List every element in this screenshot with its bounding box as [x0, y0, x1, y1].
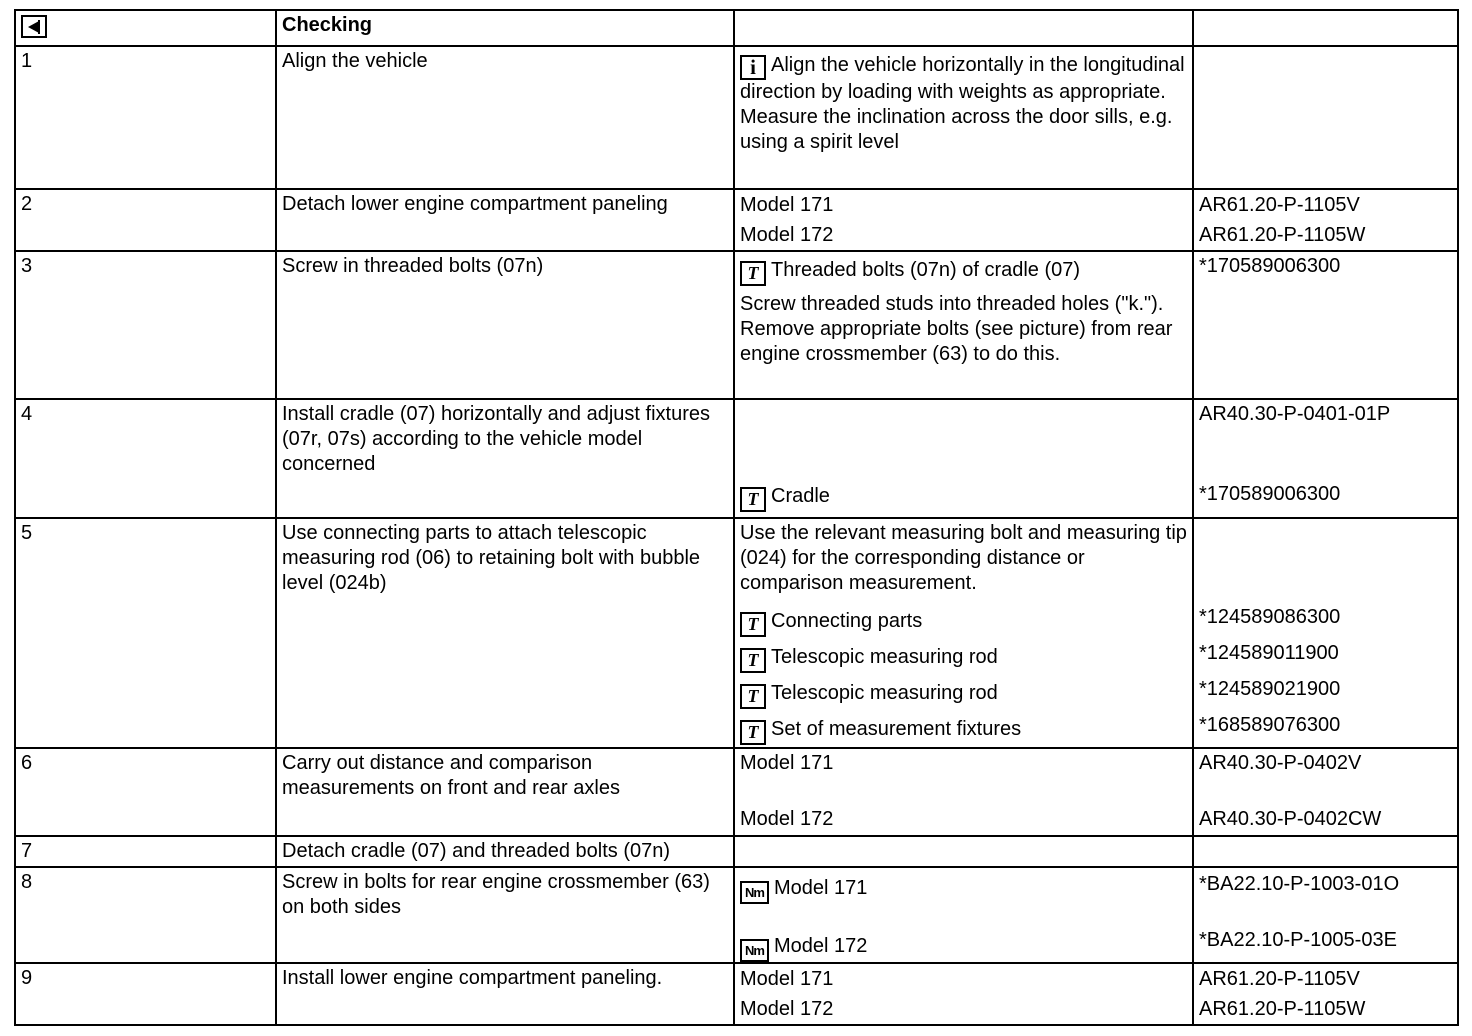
step-action: Carry out distance and comparison measurements on front and rear axles — [276, 748, 734, 836]
model-label: Model 171 — [740, 752, 834, 774]
step-reference — [1193, 748, 1458, 836]
reference-link[interactable]: AR40.30-P-0401-01P — [1199, 403, 1391, 425]
special-tool-icon: T — [740, 648, 766, 673]
step-action: Install cradle (07) horizontally and adjust fixtures (07r, 07s) according to the vehicle model concerned — [276, 399, 734, 518]
tool-label: Connecting parts — [771, 610, 923, 632]
table-row — [15, 251, 1458, 399]
tool-label: Telescopic measuring rod — [771, 646, 998, 668]
model-label: Model 172 — [740, 998, 834, 1020]
step-number: 6 — [15, 748, 276, 836]
reference-link[interactable]: *BA22.10-P-1005-03E — [1199, 929, 1397, 951]
info-icon: i — [740, 55, 766, 80]
step-number: 3 — [15, 251, 276, 399]
table-row — [15, 867, 1458, 963]
step-details — [734, 963, 1193, 1025]
step-details — [734, 518, 1193, 748]
model-label: Model 171 — [740, 194, 834, 216]
step-reference[interactable]: *170589006300 — [1193, 251, 1458, 399]
tool-label: Threaded bolts (07n) of cradle (07) — [771, 259, 1081, 281]
reference-link[interactable]: AR61.20-P-1105V — [1199, 968, 1360, 990]
reference-link[interactable]: *124589021900 — [1199, 678, 1341, 700]
model-label: Model 171 — [774, 877, 868, 899]
reference-link[interactable]: *170589006300 — [1199, 483, 1341, 505]
step-details — [734, 836, 1193, 867]
torque-icon: Nm — [740, 881, 769, 904]
step-reference — [1193, 963, 1458, 1025]
model-label: Model 172 — [774, 935, 868, 957]
special-tool-icon: T — [740, 612, 766, 637]
step-number: 7 — [15, 836, 276, 867]
step-reference — [1193, 836, 1458, 867]
tool-label: Cradle — [771, 485, 830, 507]
procedure-table — [14, 9, 1459, 1026]
special-tool-icon: T — [740, 684, 766, 709]
reference-link[interactable]: AR40.30-P-0402V — [1199, 752, 1362, 774]
reference-link[interactable]: AR61.20-P-1105W — [1199, 998, 1366, 1020]
header-title: Checking — [276, 10, 734, 46]
reference-link[interactable]: *124589011900 — [1199, 642, 1339, 664]
reference-link[interactable]: *168589076300 — [1199, 714, 1341, 736]
step-action: Align the vehicle — [276, 46, 734, 189]
note-text: Use the relevant measuring bolt and measuring tip (024) for the corresponding distance or comparison measurement. — [740, 522, 1187, 594]
table-row — [15, 46, 1458, 189]
reference-link[interactable]: *BA22.10-P-1003-01O — [1199, 873, 1400, 895]
step-details — [734, 46, 1193, 189]
step-number: 2 — [15, 189, 276, 251]
special-tool-icon: T — [740, 487, 766, 512]
tool-label: Telescopic measuring rod — [771, 682, 998, 704]
step-action: Install lower engine compartment paneling. — [276, 963, 734, 1025]
step-number: 1 — [15, 46, 276, 189]
step-action: Detach lower engine compartment paneling — [276, 189, 734, 251]
table-row — [15, 836, 1458, 867]
special-tool-icon: T — [740, 720, 766, 745]
info-text: Measure the inclination across the door sills, e.g. using a spirit level — [740, 106, 1173, 153]
step-number: 9 — [15, 963, 276, 1025]
step-details — [734, 251, 1193, 399]
model-label: Model 171 — [740, 968, 834, 990]
reference-link[interactable]: AR40.30-P-0402CW — [1199, 808, 1382, 830]
step-reference — [1193, 46, 1458, 189]
back-arrow-icon[interactable] — [21, 15, 47, 38]
reference-link[interactable]: AR61.20-P-1105W — [1199, 224, 1366, 246]
step-number: 4 — [15, 399, 276, 518]
table-row — [15, 518, 1458, 748]
torque-icon: Nm — [740, 939, 769, 962]
step-number: 5 — [15, 518, 276, 748]
step-reference — [1193, 399, 1458, 518]
header-empty-cell — [734, 10, 1193, 46]
model-label: Model 172 — [740, 224, 834, 246]
step-details — [734, 189, 1193, 251]
step-action: Detach cradle (07) and threaded bolts (07n) — [276, 836, 734, 867]
step-reference — [1193, 518, 1458, 748]
step-reference — [1193, 189, 1458, 251]
step-reference — [1193, 867, 1458, 963]
step-details — [734, 748, 1193, 836]
note-text: Screw threaded studs into threaded holes ("k."). Remove appropriate bolts (see picture) from rear engine crossmember (63) to do this. — [740, 293, 1173, 365]
table-row — [15, 963, 1458, 1025]
reference-link[interactable]: *124589086300 — [1199, 606, 1341, 628]
tool-label: Set of measurement fixtures — [771, 718, 1022, 740]
step-details — [734, 399, 1193, 518]
header-back-cell — [15, 10, 276, 46]
table-row — [15, 748, 1458, 836]
header-row — [15, 10, 1458, 46]
model-label: Model 172 — [740, 808, 834, 830]
step-action: Screw in bolts for rear engine crossmember (63) on both sides — [276, 867, 734, 963]
special-tool-icon: T — [740, 261, 766, 286]
table-row — [15, 399, 1458, 518]
info-text: Align the vehicle horizontally in the longitudinal direction by loading with weights as appropriate. — [740, 54, 1185, 103]
step-action: Screw in threaded bolts (07n) — [276, 251, 734, 399]
reference-link[interactable]: AR61.20-P-1105V — [1199, 194, 1360, 216]
step-details — [734, 867, 1193, 963]
table-row — [15, 189, 1458, 251]
step-action: Use connecting parts to attach telescopic measuring rod (06) to retaining bolt with bubble level (024b) — [276, 518, 734, 748]
header-empty-cell — [1193, 10, 1458, 46]
step-number: 8 — [15, 867, 276, 963]
